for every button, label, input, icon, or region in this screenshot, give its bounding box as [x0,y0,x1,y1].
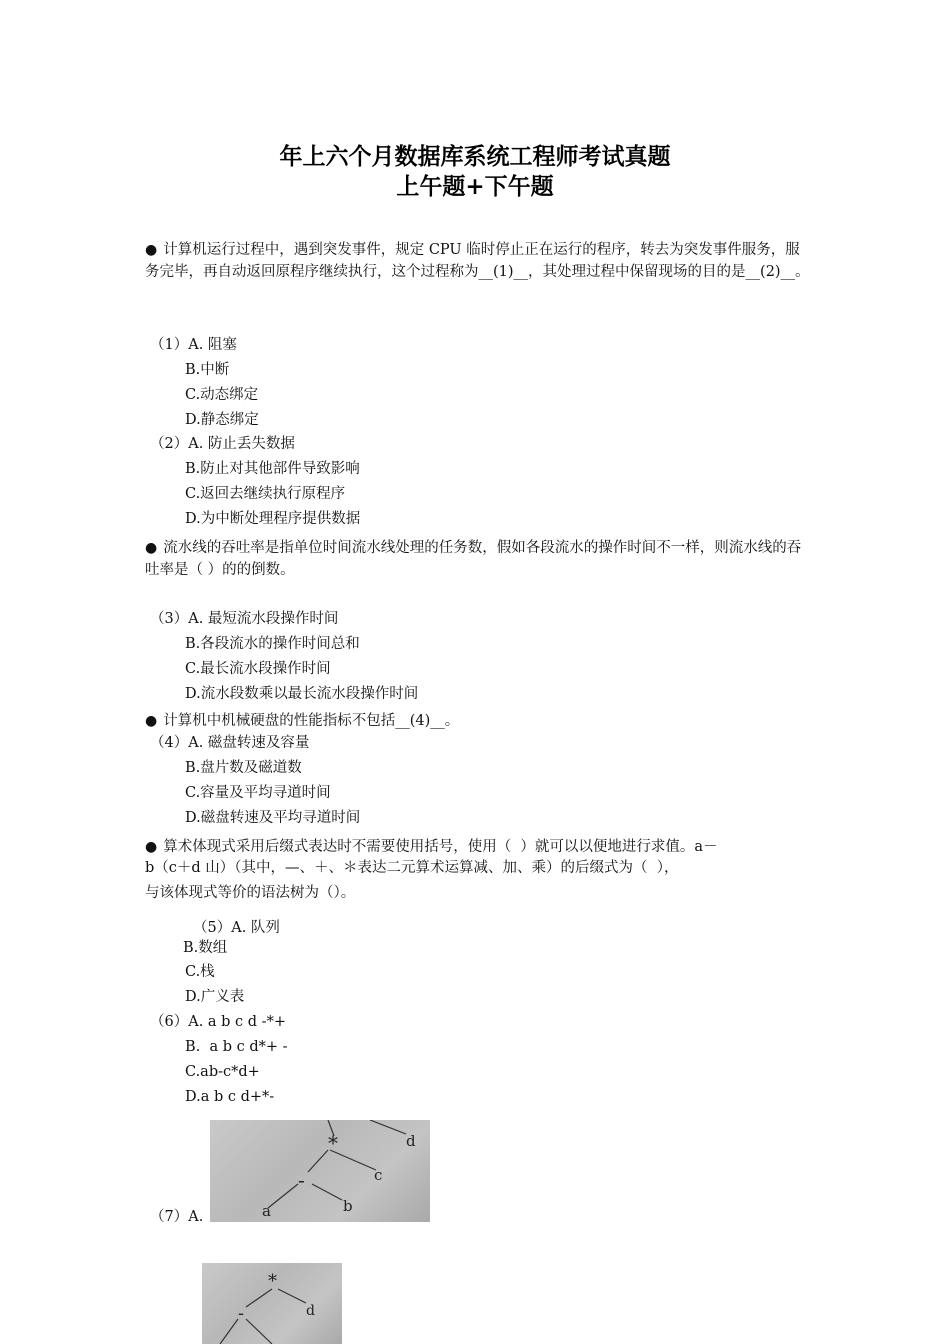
option-4c: C.容量及平均寻道时间 [185,785,331,801]
tree-a-node-4: a [262,1202,271,1220]
question-2-text: 流水线的吞吐率是指单位时间流水线处理的任务数，假如各段流水的操作时间不一样，则流水线的吞吐率是（ ）的的倒数。 [145,540,802,578]
page-subtitle: 上午题+下午题 [396,173,554,200]
syntax-tree-figure-b [202,1263,342,1344]
tree-a-node-0: * [328,1131,338,1155]
option-3c: C.最长流水段操作时间 [185,661,331,677]
option-1d: D.静态绑定 [185,412,259,428]
option-6c: C.ab-c*d+ [185,1064,260,1080]
option-5c: C.栈 [185,964,215,980]
question-4-stem-line1: ● 算术体现式采用后缀式表达时不需要使用括号，使用（ ）就可以以便地进行求值。a－ [145,839,718,855]
question-1-stem [145,239,810,283]
question-4-stem-line2: b（c＋d 山）（其中，—、＋、＊表达二元算术运算减、加、乘）的后缀式为（ ）， [145,860,679,876]
question-3-stem [145,710,459,732]
option-3a: （3）A. 最短流水段操作时间 [150,611,339,627]
bullet-icon: ● [145,839,158,855]
option-2d: D.为中断处理程序提供数据 [185,511,361,527]
option-2a: （2）A. 防止丢失数据 [150,436,295,452]
option-5a: （5）A. 队列 [193,920,280,936]
question-2-stem [145,537,810,581]
tree-a-node-3: c [374,1166,383,1184]
bullet-icon: ● [145,540,158,556]
tree-a-node-1: d [406,1132,416,1150]
question-1-text: 计算机运行过程中，遇到突发事件，规定 CPU 临时停止正在运行的程序，转去为突发事件服务，服务完毕，再自动返回原程序继续执行，这个过程称为__(1)__，其处理过程中保留现场的目的是__(2)__。 [145,242,810,280]
option-1a: （1）A. 阻塞 [150,337,237,353]
tree-a-node-2: - [298,1168,305,1192]
question-4-stem-line3: 与该体现式等价的语法树为（）。 [145,885,356,901]
option-6b: B. a b c d*+ - [185,1039,288,1055]
syntax-tree-a-svg [210,1120,430,1222]
option-5d: D.广义表 [185,989,245,1005]
option-7a-label: （7）A. [150,1209,204,1225]
option-3b: B.各段流水的操作时间总和 [185,636,360,652]
option-3d: D.流水段数乘以最长流水段操作时间 [185,686,419,702]
tree-a-node-5: b [343,1197,353,1215]
option-4d: D.磁盘转速及平均寻道时间 [185,810,361,826]
bullet-icon: ● [145,713,158,729]
tree-b-node-1: - [238,1303,245,1324]
option-6a: （6）A. a b c d -*+ [150,1014,286,1030]
option-5b: B.数组 [183,940,228,956]
option-6d: D.a b c d+*- [185,1089,275,1105]
syntax-tree-figure-a [210,1120,430,1222]
option-2c: C.返回去继续执行原程序 [185,486,346,502]
option-4b: B.盘片数及磁道数 [185,760,302,776]
tree-b-node-0: * [268,1271,277,1292]
option-1c: C.动态绑定 [185,387,259,403]
option-4a: （4）A. 磁盘转速及容量 [150,735,310,751]
page-title: 年上六个月数据库系统工程师考试真题 [279,143,671,170]
bullet-icon: ● [145,242,158,258]
option-2b: B.防止对其他部件导致影响 [185,461,360,477]
tree-b-node-2: d [306,1303,315,1319]
option-1b: B.中断 [185,362,230,378]
syntax-tree-b-svg [202,1263,342,1344]
question-3-text: 计算机中机械硬盘的性能指标不包括__(4)__。 [163,713,460,729]
